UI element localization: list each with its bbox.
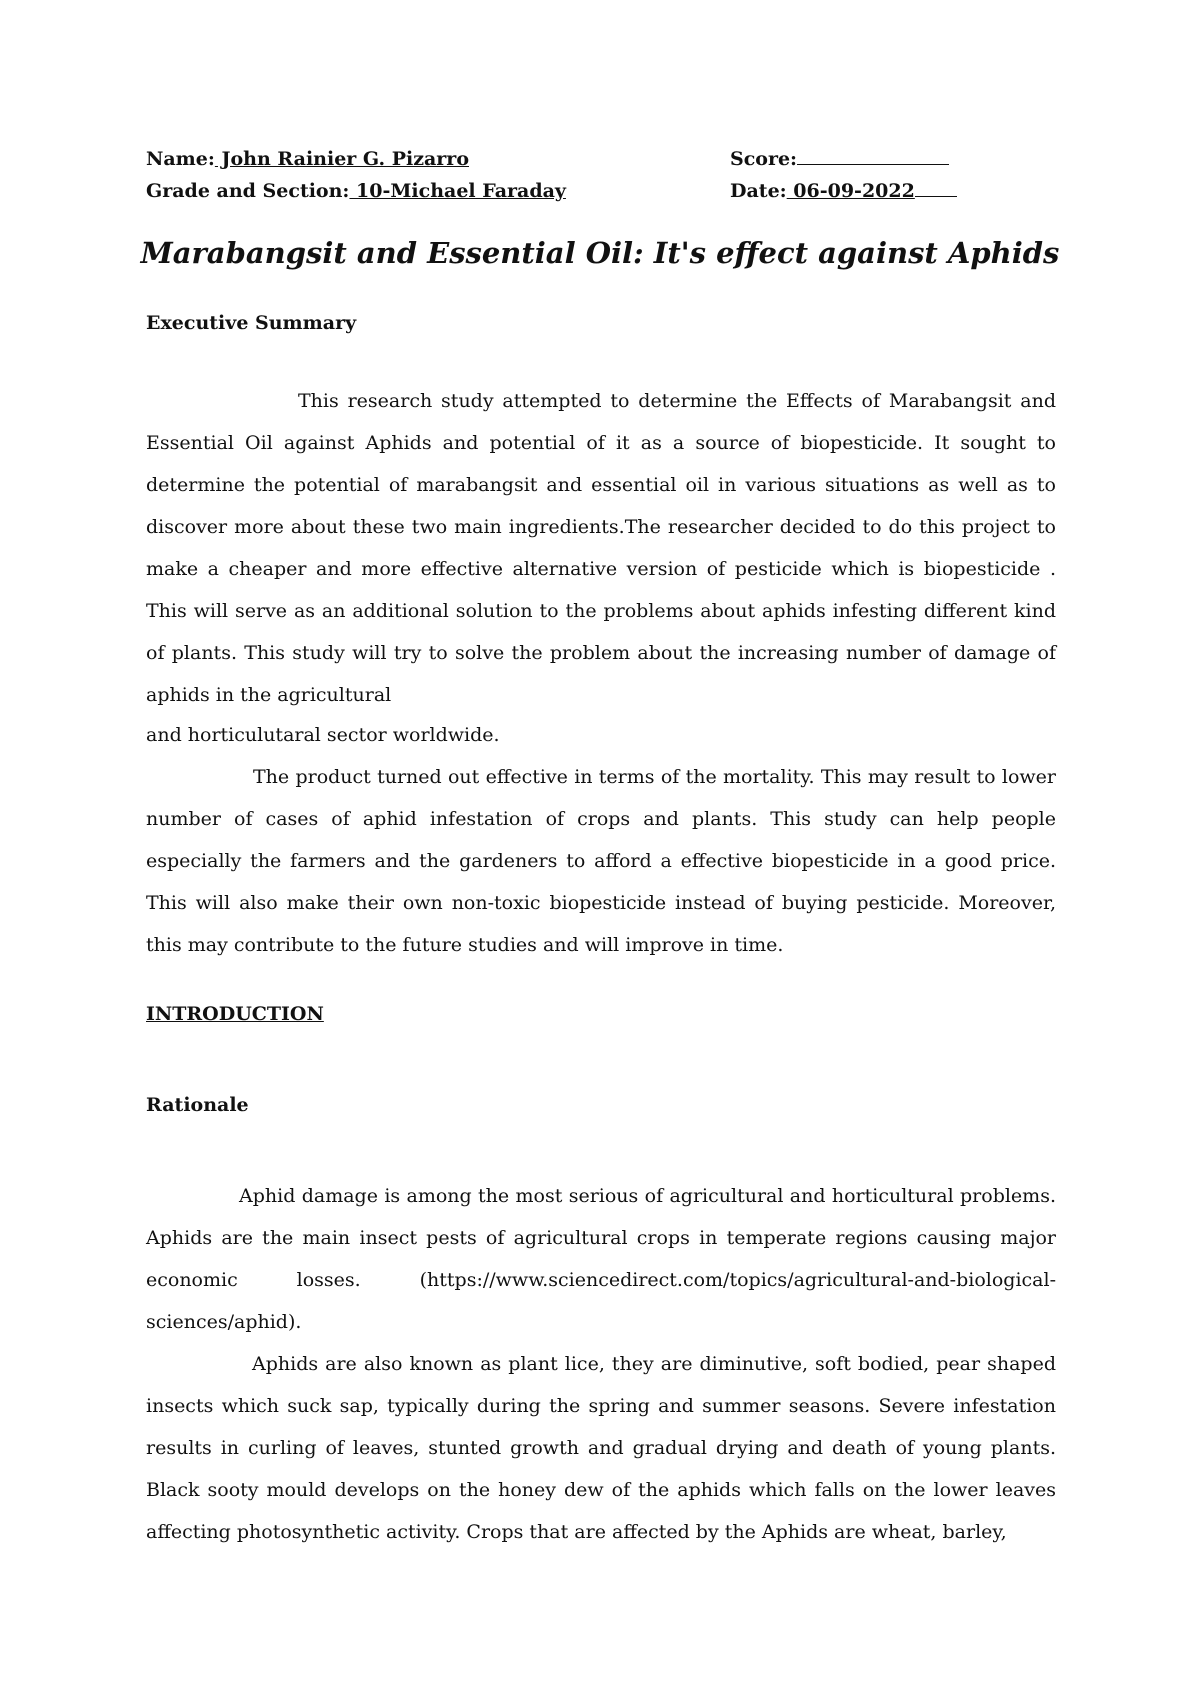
date-row	[730, 180, 957, 202]
executive-summary-paragraph-1-tail	[146, 714, 1056, 756]
paragraph-text: Aphids are also known as plant lice, they are diminutive, soft bodied, pear shaped insects which suck sap, typically during the spring and summer seasons. Severe infestation results in curling of leaves, stunted growth and gradual drying and death of young plants. Black sooty mould develops on the honey dew of the aphids which falls on the lower leaves affecting photosynthetic activity. Crops that are affected by the Aphids are wheat, barley,	[146, 1353, 1056, 1543]
executive-summary-heading: Executive Summary	[146, 312, 357, 334]
rationale-heading: Rationale	[146, 1094, 249, 1116]
paragraph-text: The product turned out effective in terms of the mortality. This may result to lower number of cases of aphid infestation of crops and plants. This study can help people especially the farmers and the gardeners to afford a effective biopesticide in a good price. This will also make their own non-toxic biopesticide instead of buying pesticide. Moreover, this may contribute to the future studies and will improve in time.	[146, 766, 1056, 956]
score-label: Score:	[730, 148, 798, 170]
rationale-paragraph-1	[146, 1175, 1056, 1343]
date-blank-line	[915, 195, 957, 197]
name-row	[146, 148, 469, 170]
rationale-paragraph-2	[146, 1343, 1056, 1553]
score-row	[730, 148, 949, 170]
date-value: 06-09-2022	[786, 180, 915, 202]
introduction-heading: INTRODUCTION	[146, 1003, 324, 1025]
executive-summary-paragraph-1	[146, 380, 1056, 716]
paragraph-text: This research study attempted to determine the Effects of Marabangsit and Essential Oil against Aphids and potential of it as a source of biopesticide. It sought to determine the potential of marabangsit and essential oil in various situations as well as to discover more about these two main ingredients.The researcher decided to do this project to make a cheaper and more effective alternative version of pesticide which is biopesticide . This will serve as an additional solution to the problems about aphids infesting different kind of plants. This study will try to solve the problem about the increasing number of damage of aphids in the agricultural	[146, 390, 1056, 706]
grade-section-label: Grade and Section:	[146, 180, 350, 202]
paragraph-text: and horticulutaral sector worldwide.	[146, 724, 500, 746]
document-title: Marabangsit and Essential Oil: It's effect against Aphids	[140, 236, 1060, 270]
name-label: Name:	[146, 148, 215, 170]
name-value: John Rainier G. Pizarro	[214, 148, 469, 170]
grade-section-row	[146, 180, 566, 202]
paragraph-text: Aphid damage is among the most serious of agricultural and horticultural problems. Aphids are the main insect pests of agricultural crops in temperate regions causing major economic losses. (https://www.sciencedirect.com/topics/agricultural-and-biological-sciences/aphid).	[146, 1185, 1056, 1333]
grade-section-value: 10-Michael Faraday	[349, 180, 566, 202]
executive-summary-paragraph-2	[146, 756, 1056, 966]
score-blank-line	[797, 163, 949, 165]
date-label: Date:	[730, 180, 787, 202]
